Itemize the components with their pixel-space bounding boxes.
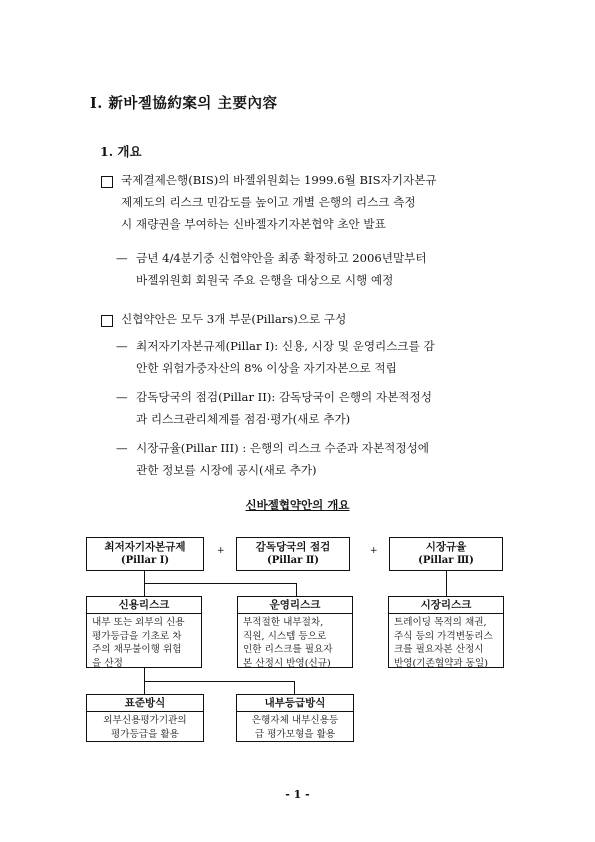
- section-title: Ⅰ. 新바젤協約案의 主要內容: [90, 95, 278, 112]
- method-title: 내부등급방식: [237, 695, 353, 712]
- internal-ratings-box: [236, 694, 354, 742]
- paragraph-pillar-2: [136, 386, 510, 430]
- text-line: 관한 정보를 시장에 공시(새로 추가): [136, 463, 317, 477]
- text-line: 내부 또는 외부의 신용: [92, 617, 185, 628]
- method-description: [87, 712, 203, 741]
- text-line: 외부신용평가기관의: [103, 715, 187, 726]
- text-line: 금년 4/4분기중 신협약안을 최종 확정하고 2006년말부터: [136, 251, 427, 265]
- text-line: 트레이딩 목적의 채권,: [394, 617, 487, 628]
- connector-line: [144, 681, 145, 694]
- text-line: 은행자체 내부신용등: [251, 715, 339, 726]
- dash-bullet: —: [116, 251, 128, 265]
- text-line: 주식 등의 가격변동리스: [394, 630, 493, 642]
- text-line: 제제도의 리스크 민감도를 높이고 개별 은행의 리스크 측정: [121, 195, 416, 209]
- pillar-sub: (Pillar Ⅲ): [418, 555, 474, 566]
- risk-description: [87, 614, 201, 670]
- text-line: 국제결제은행(BIS)의 바젤위원회는 1999.6월 BIS자기자본규: [121, 173, 437, 187]
- pillar-name: 시장규율: [425, 541, 467, 553]
- market-risk-box: [388, 596, 504, 668]
- pillar-name: 최저자기자본규제: [104, 541, 186, 553]
- text-line: 평가등급을 활용: [111, 728, 179, 740]
- paragraph-pillar-1: [136, 335, 510, 379]
- text-line: 인한 리스크를 필요자: [243, 644, 333, 655]
- text-line: 감독당국의 점검(Pillar II): 감독당국이 은행의 자본적정성: [136, 390, 432, 404]
- text-line: 최저자기자본규제(Pillar I): 신용, 시장 및 운영리스크를 감: [136, 339, 435, 353]
- text-line: 크를 필요자본 산정시: [394, 644, 484, 655]
- pillar-box-1: [86, 537, 204, 571]
- connector-line: [144, 583, 296, 584]
- pillar-box-3: [389, 537, 503, 571]
- connector-line: [144, 681, 294, 682]
- connector-line: [144, 668, 145, 681]
- text-line: 바젤위원회 회원국 주요 은행을 대상으로 시행 예정: [136, 273, 394, 287]
- text-line: 본 산정시 반영(신규): [243, 657, 331, 669]
- operational-risk-box: [237, 596, 353, 668]
- paragraph-bis-announcement: [121, 169, 509, 235]
- text-line: 주의 채무불이행 위험: [92, 644, 182, 655]
- text-line: 을 산정: [92, 657, 123, 669]
- connector-line: [144, 571, 145, 583]
- risk-description: [238, 614, 352, 670]
- connector-line: [296, 583, 297, 596]
- method-title: 표준방식: [87, 695, 203, 712]
- paragraph-pillar-3: [136, 437, 510, 481]
- plus-sign: +: [217, 546, 225, 556]
- text-line: 안한 위험가중자산의 8% 이상을 자기자본으로 적립: [136, 361, 397, 375]
- pillar-sub: (Pillar Ⅰ): [120, 555, 170, 566]
- text-line: 급 평가모형을 활용: [254, 728, 336, 740]
- text-line: 과 리스크관리체계를 점검·평가(새로 추가): [136, 412, 351, 426]
- text-line: 신협약안은 모두 3개 부문(Pillars)으로 구성: [121, 312, 347, 326]
- text-line: 시 재량권을 부여하는 신바젤자기자본협약 초안 발표: [121, 217, 386, 231]
- pillar-box-2: [236, 537, 350, 571]
- risk-title: 신용리스크: [87, 597, 201, 614]
- pillar-name: 감독당국의 점검: [255, 541, 331, 553]
- risk-title: 시장리스크: [389, 597, 503, 614]
- text-line: 평가등급을 기초로 차: [92, 630, 182, 642]
- risk-description: [389, 614, 503, 670]
- method-description: [237, 712, 353, 741]
- text-line: 시장규율(Pillar III) : 은행의 리스크 수준과 자본적정성에: [136, 441, 429, 455]
- text-line: 반영(기존협약과 동일): [394, 657, 488, 669]
- dash-bullet: —: [116, 441, 128, 455]
- pillar-sub: (Pillar Ⅱ): [266, 555, 320, 566]
- connector-line: [294, 681, 295, 694]
- dash-bullet: —: [116, 390, 128, 404]
- credit-risk-box: [86, 596, 202, 668]
- dash-bullet: —: [116, 339, 128, 353]
- text-line: 부적절한 내부절차,: [243, 617, 324, 628]
- paragraph-three-pillars: [121, 308, 509, 330]
- plus-sign: +: [370, 546, 378, 556]
- risk-title: 운영리스크: [238, 597, 352, 614]
- standard-approach-box: [86, 694, 204, 742]
- text-line: 직원, 시스템 등으로: [243, 630, 327, 642]
- paragraph-schedule: [136, 247, 510, 291]
- checkbox-bullet-icon: [101, 315, 113, 327]
- page-number: - 1 -: [285, 788, 310, 801]
- connector-line: [446, 571, 447, 596]
- connector-line: [144, 583, 145, 596]
- subsection-title: 1. 개요: [100, 144, 142, 159]
- checkbox-bullet-icon: [101, 176, 113, 188]
- diagram-title: 신바젤협약안의 개요: [245, 498, 350, 512]
